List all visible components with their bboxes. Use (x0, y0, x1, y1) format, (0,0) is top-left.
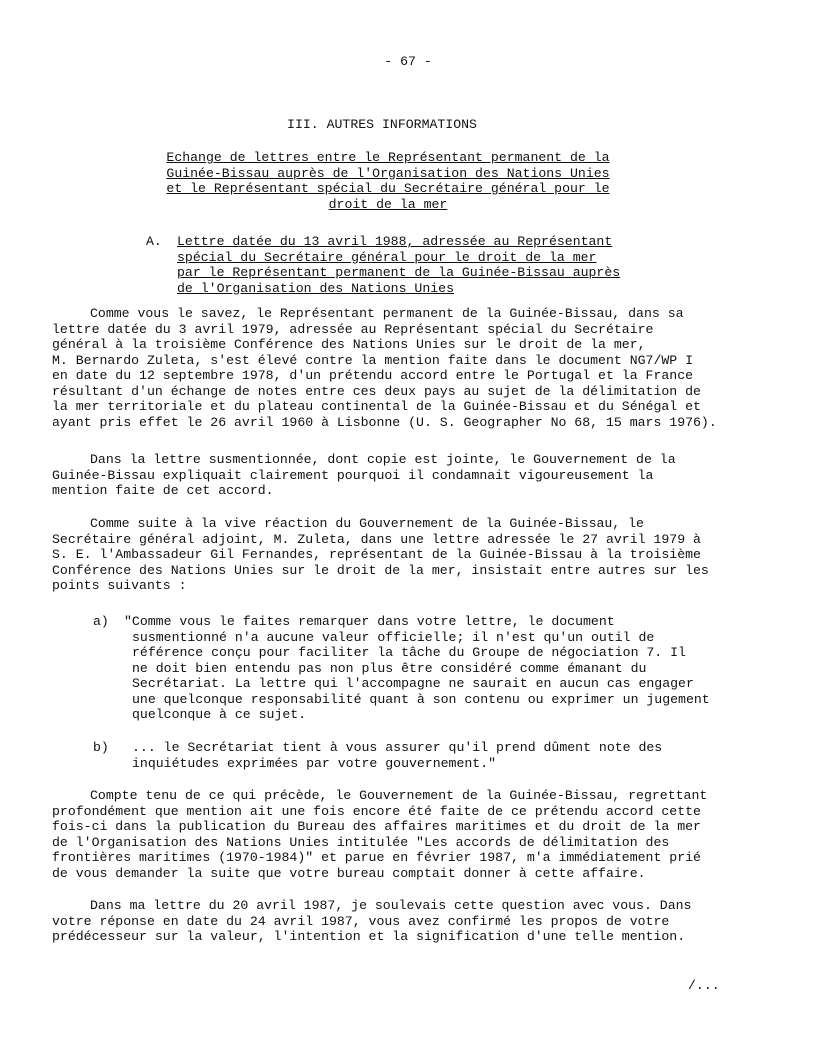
paragraph-line: S. E. l'Ambassadeur Gil Fernandes, représentant de la Guinée-Bissau à la troisième (52, 547, 701, 562)
paragraph-line: en date du 12 septembre 1978, d'un prétendu accord entre le Portugal et la France (52, 368, 694, 383)
quote-line: "Comme vous le faites remarquer dans votre lettre, le document (124, 614, 615, 629)
paragraph-line: prédécesseur sur la valeur, l'intention et la signification d'une telle mention. (52, 929, 686, 944)
paragraph-line: frontières maritimes (1970-1984)" et parue en février 1987, m'a immédiatement prié (52, 850, 701, 865)
paragraph-line: la mer territoriale et du plateau continental de la Guinée-Bissau et du Sénégal et (52, 399, 701, 414)
paragraph-line: fois-ci dans la publication du Bureau des affaires maritimes et du droit de la mer (52, 819, 701, 834)
continuation-mark: /... (688, 978, 720, 993)
paragraph-2 (52, 452, 732, 499)
page-number: - 67 - (384, 54, 432, 69)
paragraph-4 (52, 788, 732, 881)
paragraph-line: Comme suite à la vive réaction du Gouvernement de la Guinée-Bissau, le (90, 516, 644, 531)
paragraph-line: Dans ma lettre du 20 avril 1987, je soulevais cette question avec vous. Dans (90, 898, 692, 913)
letter-title (177, 234, 620, 296)
paragraph-1 (52, 306, 732, 430)
paragraph-line: lettre datée du 3 avril 1979, adressée au Représentant spécial du Secrétaire (52, 321, 654, 337)
paragraph-3 (52, 516, 732, 594)
letter-title-line: Lettre datée du 13 avril 1988, adressée au Représentant (177, 234, 613, 249)
paragraph-line: Conférence des Nations Unies sur le droit de la mer, insistait entre autres sur les (52, 562, 709, 578)
quote-line: inquiétudes exprimées par votre gouvernement." (132, 755, 497, 771)
letter-title-line: par le Représentant permanent de la Guinée-Bissau auprès (177, 265, 621, 280)
paragraph-line: votre réponse en date du 24 avril 1987, vous avez confirmé les propos de votre (52, 913, 670, 929)
paragraph-line: Compte tenu de ce qui précède, le Gouvernement de la Guinée-Bissau, regrettant (90, 788, 708, 803)
document-subtitle (118, 150, 658, 212)
paragraph-line: Comme vous le savez, le Représentant permanent de la Guinée-Bissau, dans sa (90, 306, 684, 321)
quote-line: une quelconque responsabilité quant à son contenu ou exprimer un jugement (132, 691, 710, 707)
paragraph-line: Guinée-Bissau expliquait clairement pourquoi il condamnait vigoureusement la (52, 467, 654, 483)
quote-item-marker-b: b) (93, 740, 109, 755)
quote-line: quelconque à ce sujet. (132, 707, 307, 722)
quote-line: Secrétariat. La lettre qui l'accompagne ne saurait en aucun cas engager (132, 676, 694, 691)
paragraph-line: mention faite de cet accord. (52, 483, 274, 498)
paragraph-line: Dans la lettre susmentionnée, dont copie est jointe, le Gouvernement de la (90, 452, 676, 467)
subtitle-line: Guinée-Bissau auprès de l'Organisation des Nations Unies (166, 165, 610, 181)
quote-line: ... le Secrétariat tient à vous assurer qu'il prend dûment note des (132, 740, 663, 755)
quote-line: susmentionné n'a aucune valeur officielle; il n'est qu'un outil de (132, 629, 655, 645)
quote-item-a (124, 614, 710, 723)
quote-item-b (124, 740, 662, 771)
subtitle-line: Echange de lettres entre le Représentant permanent de la (166, 150, 610, 165)
letter-title-line: spécial du Secrétaire général pour le droit de la mer (177, 249, 597, 265)
paragraph-line: de l'Organisation des Nations Unies intitulée "Les accords de délimitation des (52, 834, 670, 850)
paragraph-5 (52, 898, 732, 945)
quote-line: référence conçu pour faciliter la tâche du Groupe de négociation 7. Il (132, 645, 686, 660)
paragraph-line: général à la troisième Conférence des Nations Unies sur le droit de la mer, (52, 337, 646, 352)
paragraph-line: profondément que mention ait une fois encore été faite de ce prétendu accord cette (52, 803, 701, 819)
letter-marker: A. (146, 234, 162, 249)
paragraph-line: Secrétaire général adjoint, M. Zuleta, dans une lettre adressée le 27 avril 1979 à (52, 531, 701, 547)
letter-title-line: de l'Organisation des Nations Unies (177, 280, 454, 296)
paragraph-line: points suivants : (52, 578, 187, 593)
quote-item-marker-a: a) (93, 614, 109, 629)
paragraph-line: de vous demander la suite que votre bureau comptait donner à cette affaire. (52, 865, 646, 881)
section-heading: III. AUTRES INFORMATIONS (287, 117, 477, 132)
subtitle-line: droit de la mer (328, 196, 448, 212)
paragraph-line: M. Bernardo Zuleta, s'est élevé contre la mention faite dans le document NG7/WP I (52, 352, 694, 368)
paragraph-line: résultant d'un échange de notes entre ces deux pays au sujet de la délimitation de (52, 383, 701, 399)
subtitle-line: et le Représentant spécial du Secrétaire général pour le (166, 181, 610, 196)
quote-line: ne doit bien entendu pas non plus être considéré comme émanant du (132, 660, 647, 676)
paragraph-line: ayant pris effet le 26 avril 1960 à Lisbonne (U. S. Geographer No 68, 15 mars 1976). (52, 414, 717, 430)
